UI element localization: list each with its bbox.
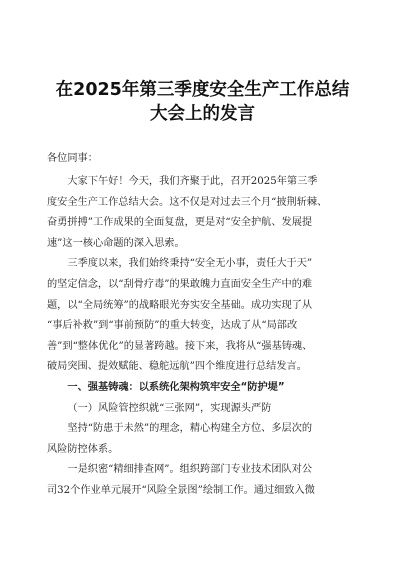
paragraph-principle <box>47 419 360 460</box>
text-line: 坚持“防患于未然”的理念，精心构建全方位、多层次的 <box>67 423 313 435</box>
text-line: 善”到“整体优化”的显著跨越。接下来，我将从“强基铸魂、 <box>47 340 313 352</box>
text-line: 奋勇拼搏”工作成果的全面复盘，更是对“安全护航、发展提 <box>47 217 313 229</box>
text-line: 大家下午好！今天，我们齐聚于此，召开2025年第三季 <box>67 176 318 187</box>
text-line: 速”这一核心命题的深入思索。 <box>47 237 185 249</box>
paragraph-overview <box>47 254 360 378</box>
paragraph-opening <box>47 172 360 254</box>
text-line: 度安全生产工作总结大会。这不仅是对过去三个月“披荆斩棘、 <box>47 196 328 208</box>
heading-text: （一）风险管控织就“三张网”，实现源头严防 <box>67 402 272 414</box>
text-line: 风险防控体系。 <box>47 443 119 455</box>
text-line: “事后补救”到“事前预防”的重大转变，达成了从“局部改 <box>47 320 298 332</box>
paragraph-point-one <box>47 460 360 501</box>
text-line: 题，以“全局统筹”的战略眼光夯实安全基础。成功实现了从 <box>47 299 313 311</box>
text-line: 一是织密“精细排查网”。组织跨部门专业技术团队对公 <box>67 464 313 476</box>
text-line: 破局突围、提效赋能、稳舵远航”四个维度进行总结发言。 <box>47 361 307 373</box>
heading-text: 一、强基铸魂：以系统化架构筑牢安全“防护堤” <box>67 381 285 393</box>
salutation: 各位同事： <box>47 153 98 164</box>
subsection-heading <box>47 399 360 420</box>
title-line-1: 在2025年第三季度安全生产工作总结 <box>55 80 350 100</box>
title-line-2: 大会上的发言 <box>150 104 255 124</box>
text-line: 司32个作业单元展开“风险全景图”绘制工作。通过细致入微 <box>47 484 315 496</box>
text-line: 的坚定信念，以“刮骨疗毒”的果敢魄力直面安全生产中的难 <box>47 278 313 290</box>
section-heading <box>47 378 360 399</box>
text-line: 三季度以来，我们始终秉持“安全无小事，责任大于天” <box>67 258 313 270</box>
document-title <box>47 0 358 126</box>
document-body <box>47 172 360 502</box>
